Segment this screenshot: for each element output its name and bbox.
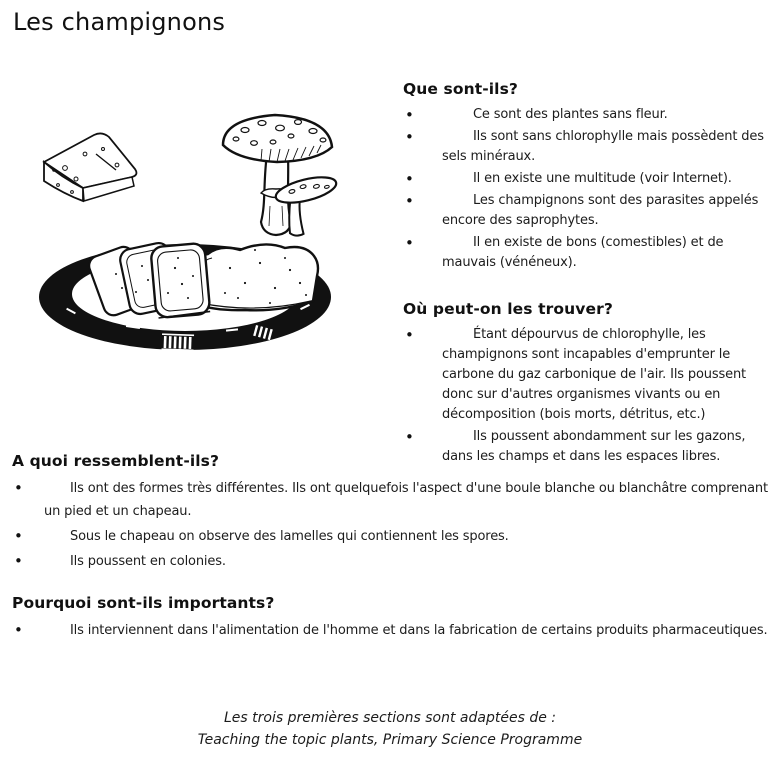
section-heading: Où peut-on les trouver? (403, 300, 613, 318)
right-column (403, 80, 777, 469)
list-item: • Ils ont des formes très différentes. Ils ont quelquefois l'aspect d'une boule blanche ou blanchâtre comprenant un pied et un chapeau. (12, 477, 775, 523)
list-item: • Il en existe de bons (comestibles) et de mauvais (vénéneux). (403, 233, 777, 273)
source-attribution (0, 707, 780, 751)
section-ou-les-trouver (403, 300, 777, 467)
section-heading: Pourquoi sont-ils importants? (12, 594, 275, 612)
list-item: • Ils poussent en colonies. (12, 550, 775, 573)
food-illustration (30, 98, 400, 353)
attribution-line-2: Teaching the topic plants, Primary Science Programme (197, 732, 583, 748)
section-heading: Que sont-ils? (403, 80, 519, 98)
mushrooms-illustration (223, 115, 346, 239)
bread-plate-illustration (39, 241, 331, 351)
cheese-wedge-illustration (44, 133, 136, 201)
bullet-list (12, 477, 775, 573)
list-item: • Ils poussent abondamment sur les gazons, dans les champs et dans les espaces libres. (403, 427, 777, 467)
list-item: • Sous le chapeau on observe des lamelles qui contiennent les spores. (12, 525, 775, 548)
section-a-quoi-ressemblent-ils (12, 452, 775, 573)
section-pourquoi-importants (12, 594, 775, 642)
list-item: • Ce sont des plantes sans fleur. (403, 105, 777, 125)
bullet-list (403, 325, 777, 467)
list-item: • Étant dépourvus de chlorophylle, les champignons sont incapables d'emprunter le carbone du gaz carbonique de l'air. Ils poussent donc sur d'autres organismes vivants ou en décomposition (bois morts, détritus, etc.) (403, 325, 777, 425)
section-heading: A quoi ressemblent-ils? (12, 452, 220, 470)
list-item: • Ils sont sans chlorophylle mais possèdent des sels minéraux. (403, 127, 777, 167)
page-title: Les champignons (13, 8, 226, 36)
bullet-list (12, 619, 775, 642)
attribution-line-1: Les trois premières sections sont adaptées de : (223, 710, 556, 726)
list-item: • Les champignons sont des parasites appelés encore des saprophytes. (403, 191, 777, 231)
list-item: • Ils interviennent dans l'alimentation de l'homme et dans la fabrication de certains produits pharmaceutiques. (12, 619, 775, 642)
lower-sections (12, 452, 775, 644)
list-item: • Il en existe une multitude (voir Internet). (403, 169, 777, 189)
section-que-sont-ils (403, 80, 777, 273)
bullet-list (403, 105, 777, 273)
